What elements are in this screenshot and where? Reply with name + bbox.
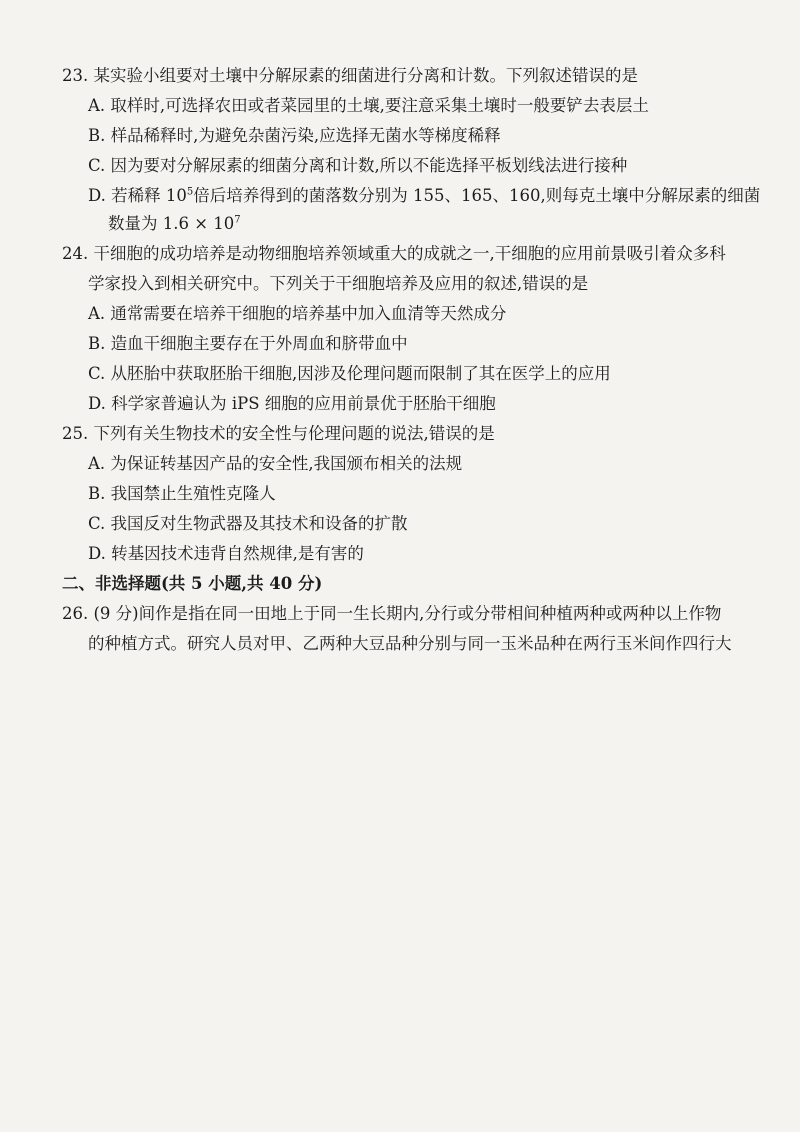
q24-option-d: D. 科学家普遍认为 iPS 细胞的应用前景优于胚胎干细胞 xyxy=(88,394,496,413)
q23-option-b: B. 样品稀释时,为避免杂菌污染,应选择无菌水等梯度稀释 xyxy=(88,126,501,145)
q26-intro-line2: 的种植方式。研究人员对甲、乙两种大豆品种分别与同一玉米品种在两行玉米间作四行大 xyxy=(88,634,732,653)
q23-stem: 23. 某实验小组要对土壤中分解尿素的细菌进行分离和计数。下列叙述错误的是 xyxy=(62,66,638,85)
q23-d2-text: 数量为 1.6 × 10 xyxy=(108,214,235,233)
q23-d-exponent: 5 xyxy=(186,186,194,198)
q25-option-d: D. 转基因技术违背自然规律,是有害的 xyxy=(88,544,364,563)
q23-d-text-rest: 倍后培养得到的菌落数分别为 155、165、160,则每克土壤中分解尿素的细菌 xyxy=(193,186,761,205)
q24-option-c: C. 从胚胎中获取胚胎干细胞,因涉及伦理问题而限制了其在医学上的应用 xyxy=(88,364,611,383)
section-heading: 二、非选择题(共 5 小题,共 40 分) xyxy=(62,574,323,593)
q24-option-a: A. 通常需要在培养干细胞的培养基中加入血清等天然成分 xyxy=(88,304,507,323)
q24-option-b: B. 造血干细胞主要存在于外周血和脐带血中 xyxy=(88,334,408,353)
q24-stem-continued: 学家投入到相关研究中。下列关于干细胞培养及应用的叙述,错误的是 xyxy=(88,274,589,293)
q24-stem: 24. 干细胞的成功培养是动物细胞培养领域重大的成就之一,干细胞的应用前景吸引着众多科 xyxy=(62,244,726,263)
q23-option-c: C. 因为要对分解尿素的细菌分离和计数,所以不能选择平板划线法进行接种 xyxy=(88,156,628,175)
q26-intro-line1: 26. (9 分)间作是指在同一田地上于同一生长期内,分行或分带相间种植两种或两种以上作物 xyxy=(62,604,722,623)
q25-stem: 25. 下列有关生物技术的安全性与伦理问题的说法,错误的是 xyxy=(62,424,495,443)
q23-option-a: A. 取样时,可选择农田或者菜园里的土壤,要注意采集土壤时一般要铲去表层土 xyxy=(88,96,649,115)
q23-d-text: D. 若稀释 10 xyxy=(88,186,187,205)
q25-option-b: B. 我国禁止生殖性克隆人 xyxy=(88,484,276,503)
q23-d2-exponent: 7 xyxy=(234,214,241,226)
q25-option-c: C. 我国反对生物武器及其技术和设备的扩散 xyxy=(88,514,408,533)
q25-option-a: A. 为保证转基因产品的安全性,我国颁布相关的法规 xyxy=(88,454,463,473)
